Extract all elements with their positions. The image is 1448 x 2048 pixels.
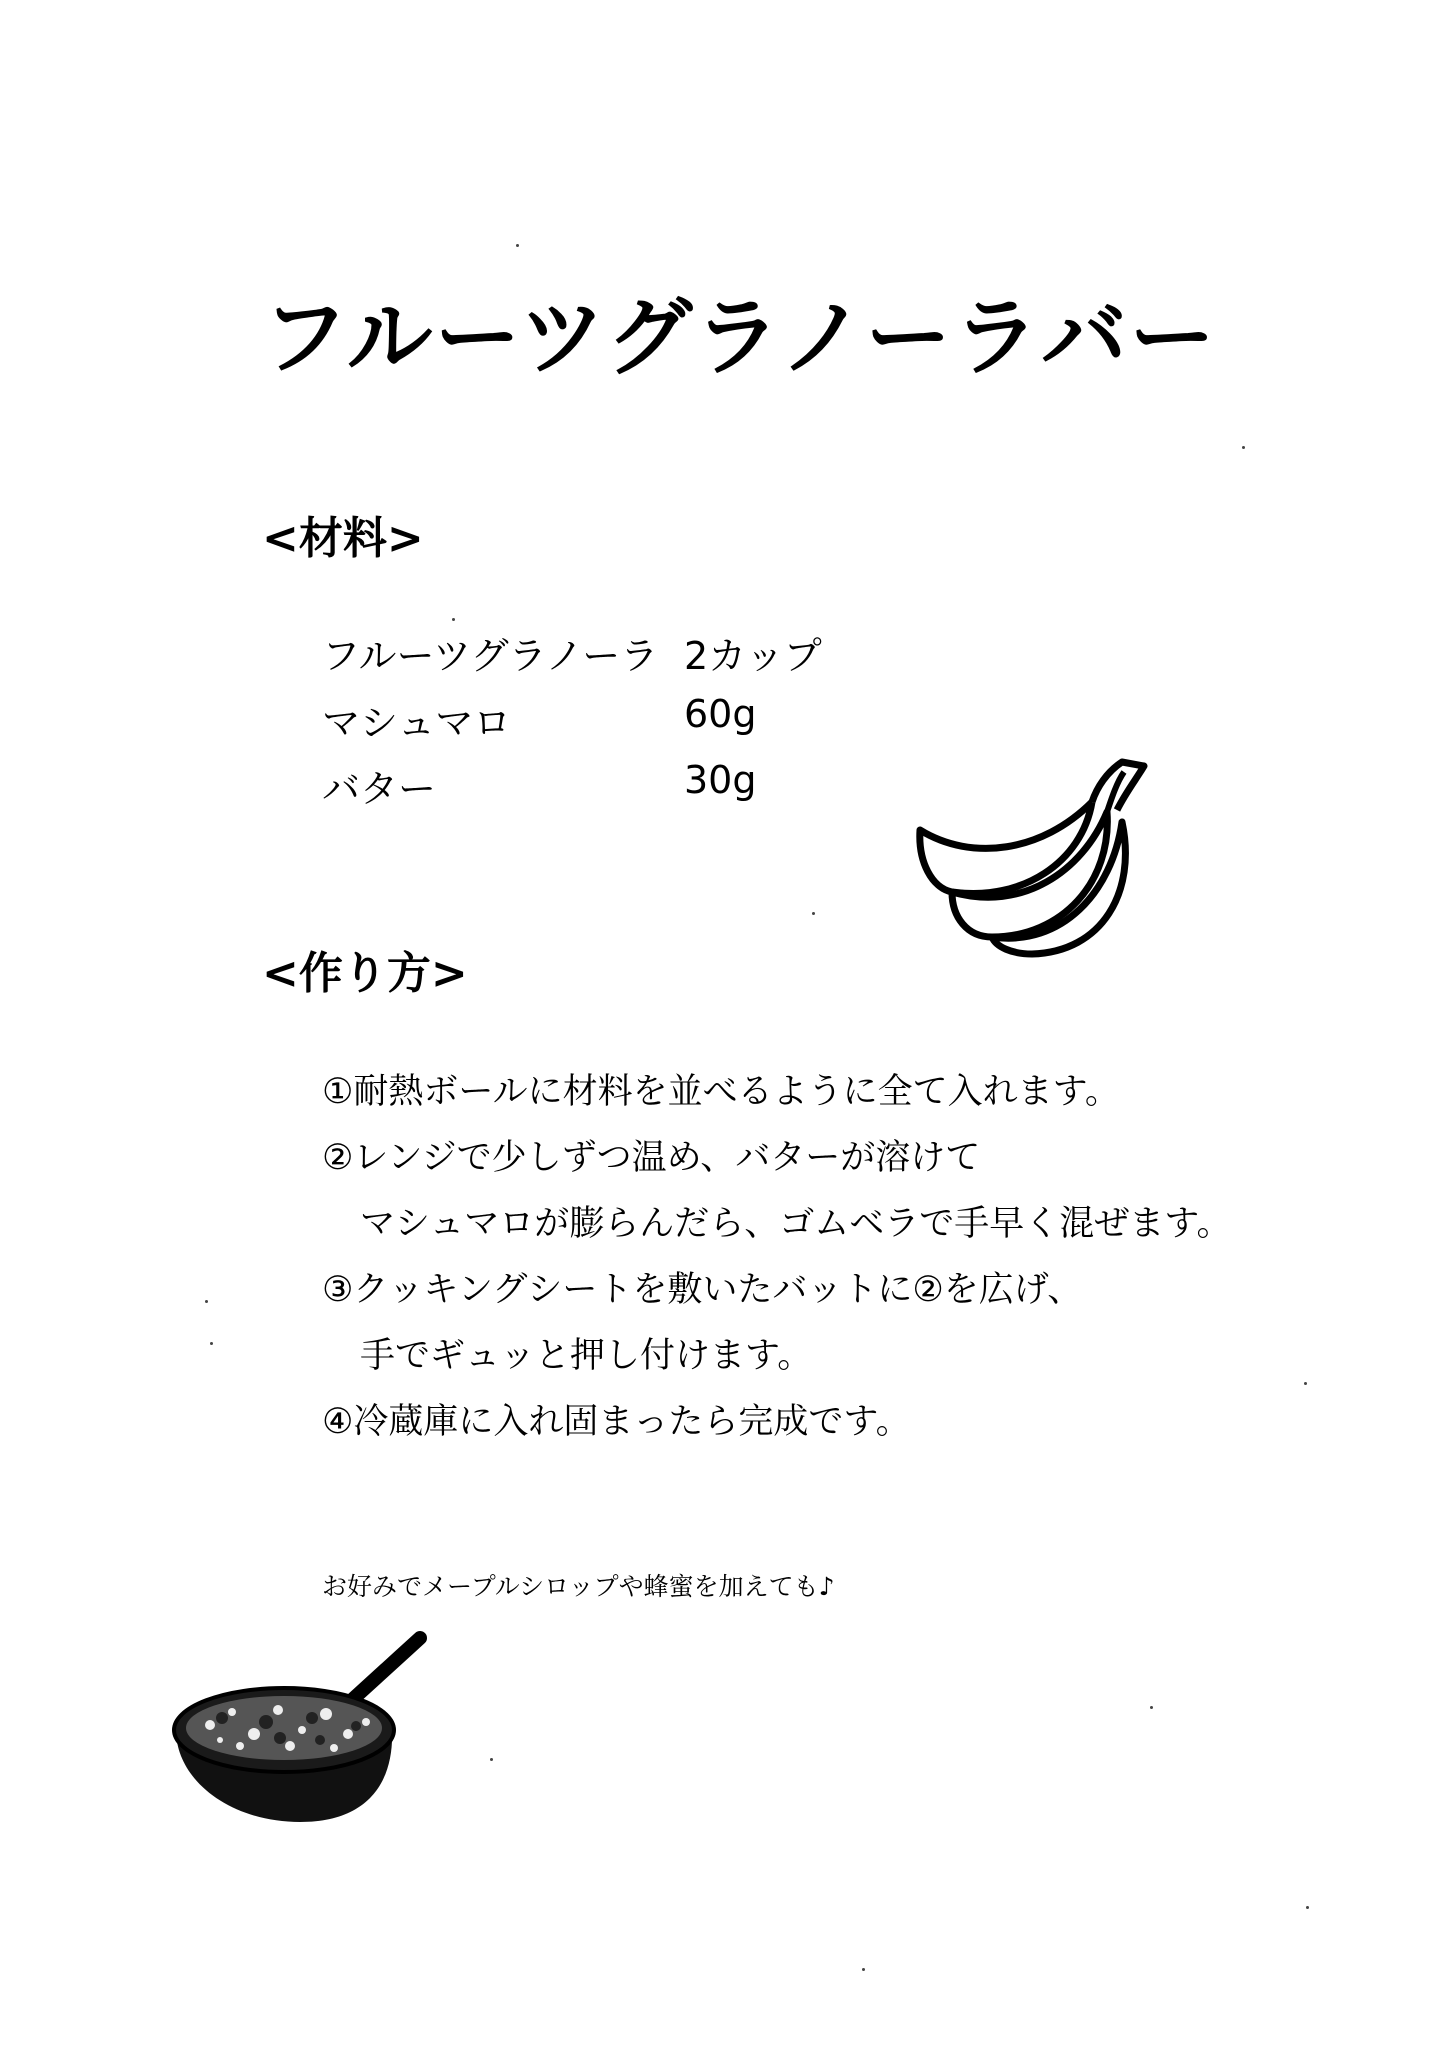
page-title: フルーツグラノーラバー (262, 288, 1218, 388)
ingredient-row (322, 692, 757, 747)
step-text: 手でギュッと押し付けます。 (360, 1336, 813, 1376)
ingredient-name: フルーツグラノーラ (322, 634, 659, 678)
step-text: ③クッキングシートを敷いたバットに②を広げ、 (322, 1270, 1083, 1310)
step-text: ②レンジで少しずつ温め、バターが溶けて (322, 1138, 981, 1178)
step-text: ④冷蔵庫に入れ固まったら完成です。 (322, 1402, 911, 1442)
ingredient-qty: 60g (684, 692, 757, 736)
ingredient-name: マシュマロ (322, 701, 512, 745)
ingredient-name: バター (322, 767, 437, 811)
ingredient-qty: 2カップ (684, 634, 822, 678)
note-text: お好みでメープルシロップや蜂蜜を加えても♪ (322, 1572, 835, 1601)
ingredient-row (322, 758, 757, 813)
banana-icon (912, 742, 1152, 960)
ingredients-heading: <材料> (262, 513, 424, 564)
step-text: ①耐熱ボールに材料を並べるように全て入れます。 (322, 1072, 1120, 1112)
ingredient-qty: 30g (684, 758, 757, 802)
method-heading: <作り方> (262, 948, 468, 999)
step-text: マシュマロが膨らんだら、ゴムベラで手早く混ぜます。 (360, 1204, 1232, 1244)
ingredient-row (322, 625, 822, 680)
granola-bowl-icon (170, 1630, 440, 1830)
